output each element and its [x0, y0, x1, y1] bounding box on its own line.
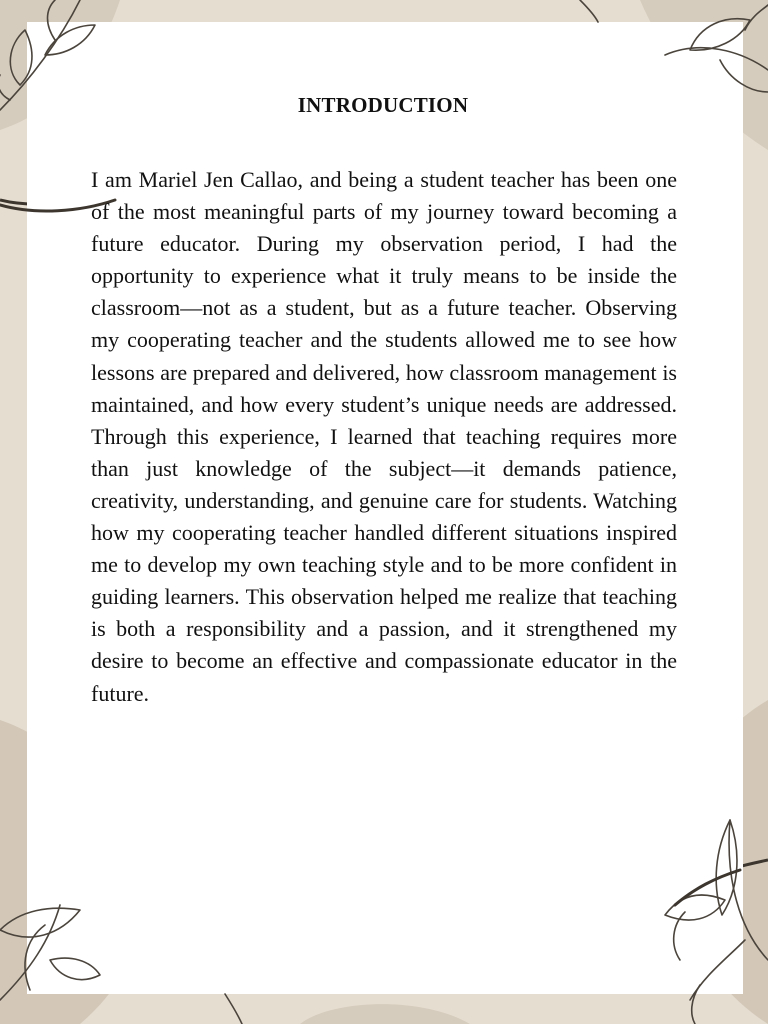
introduction-paragraph: I am Mariel Jen Callao, and being a student teacher has been one of the most meaningful parts of my journey toward becoming a future educator. During my observation period, I had the opportunity to experience what it truly means to be inside the classroom—not as a student, but as a future teacher. Observing my cooperating teacher and the students allowed me to see how lessons are prepared and delivered, how classroom management is maintained, and how every student’s unique needs are addressed. Through this experience, I learned that teaching requires more than just knowledge of the subject—it demands patience, creativity, understanding, and genuine care for students. Watching how my cooperating teacher handled different situations inspired me to develop my own teaching style and to be more confident in guiding learners. This observation helped me realize that teaching is both a responsibility and a passion, and it strengthened my desire to become an effective and compassionate educator in the future.	[91, 167, 677, 706]
page-title: INTRODUCTION	[297, 93, 469, 117]
